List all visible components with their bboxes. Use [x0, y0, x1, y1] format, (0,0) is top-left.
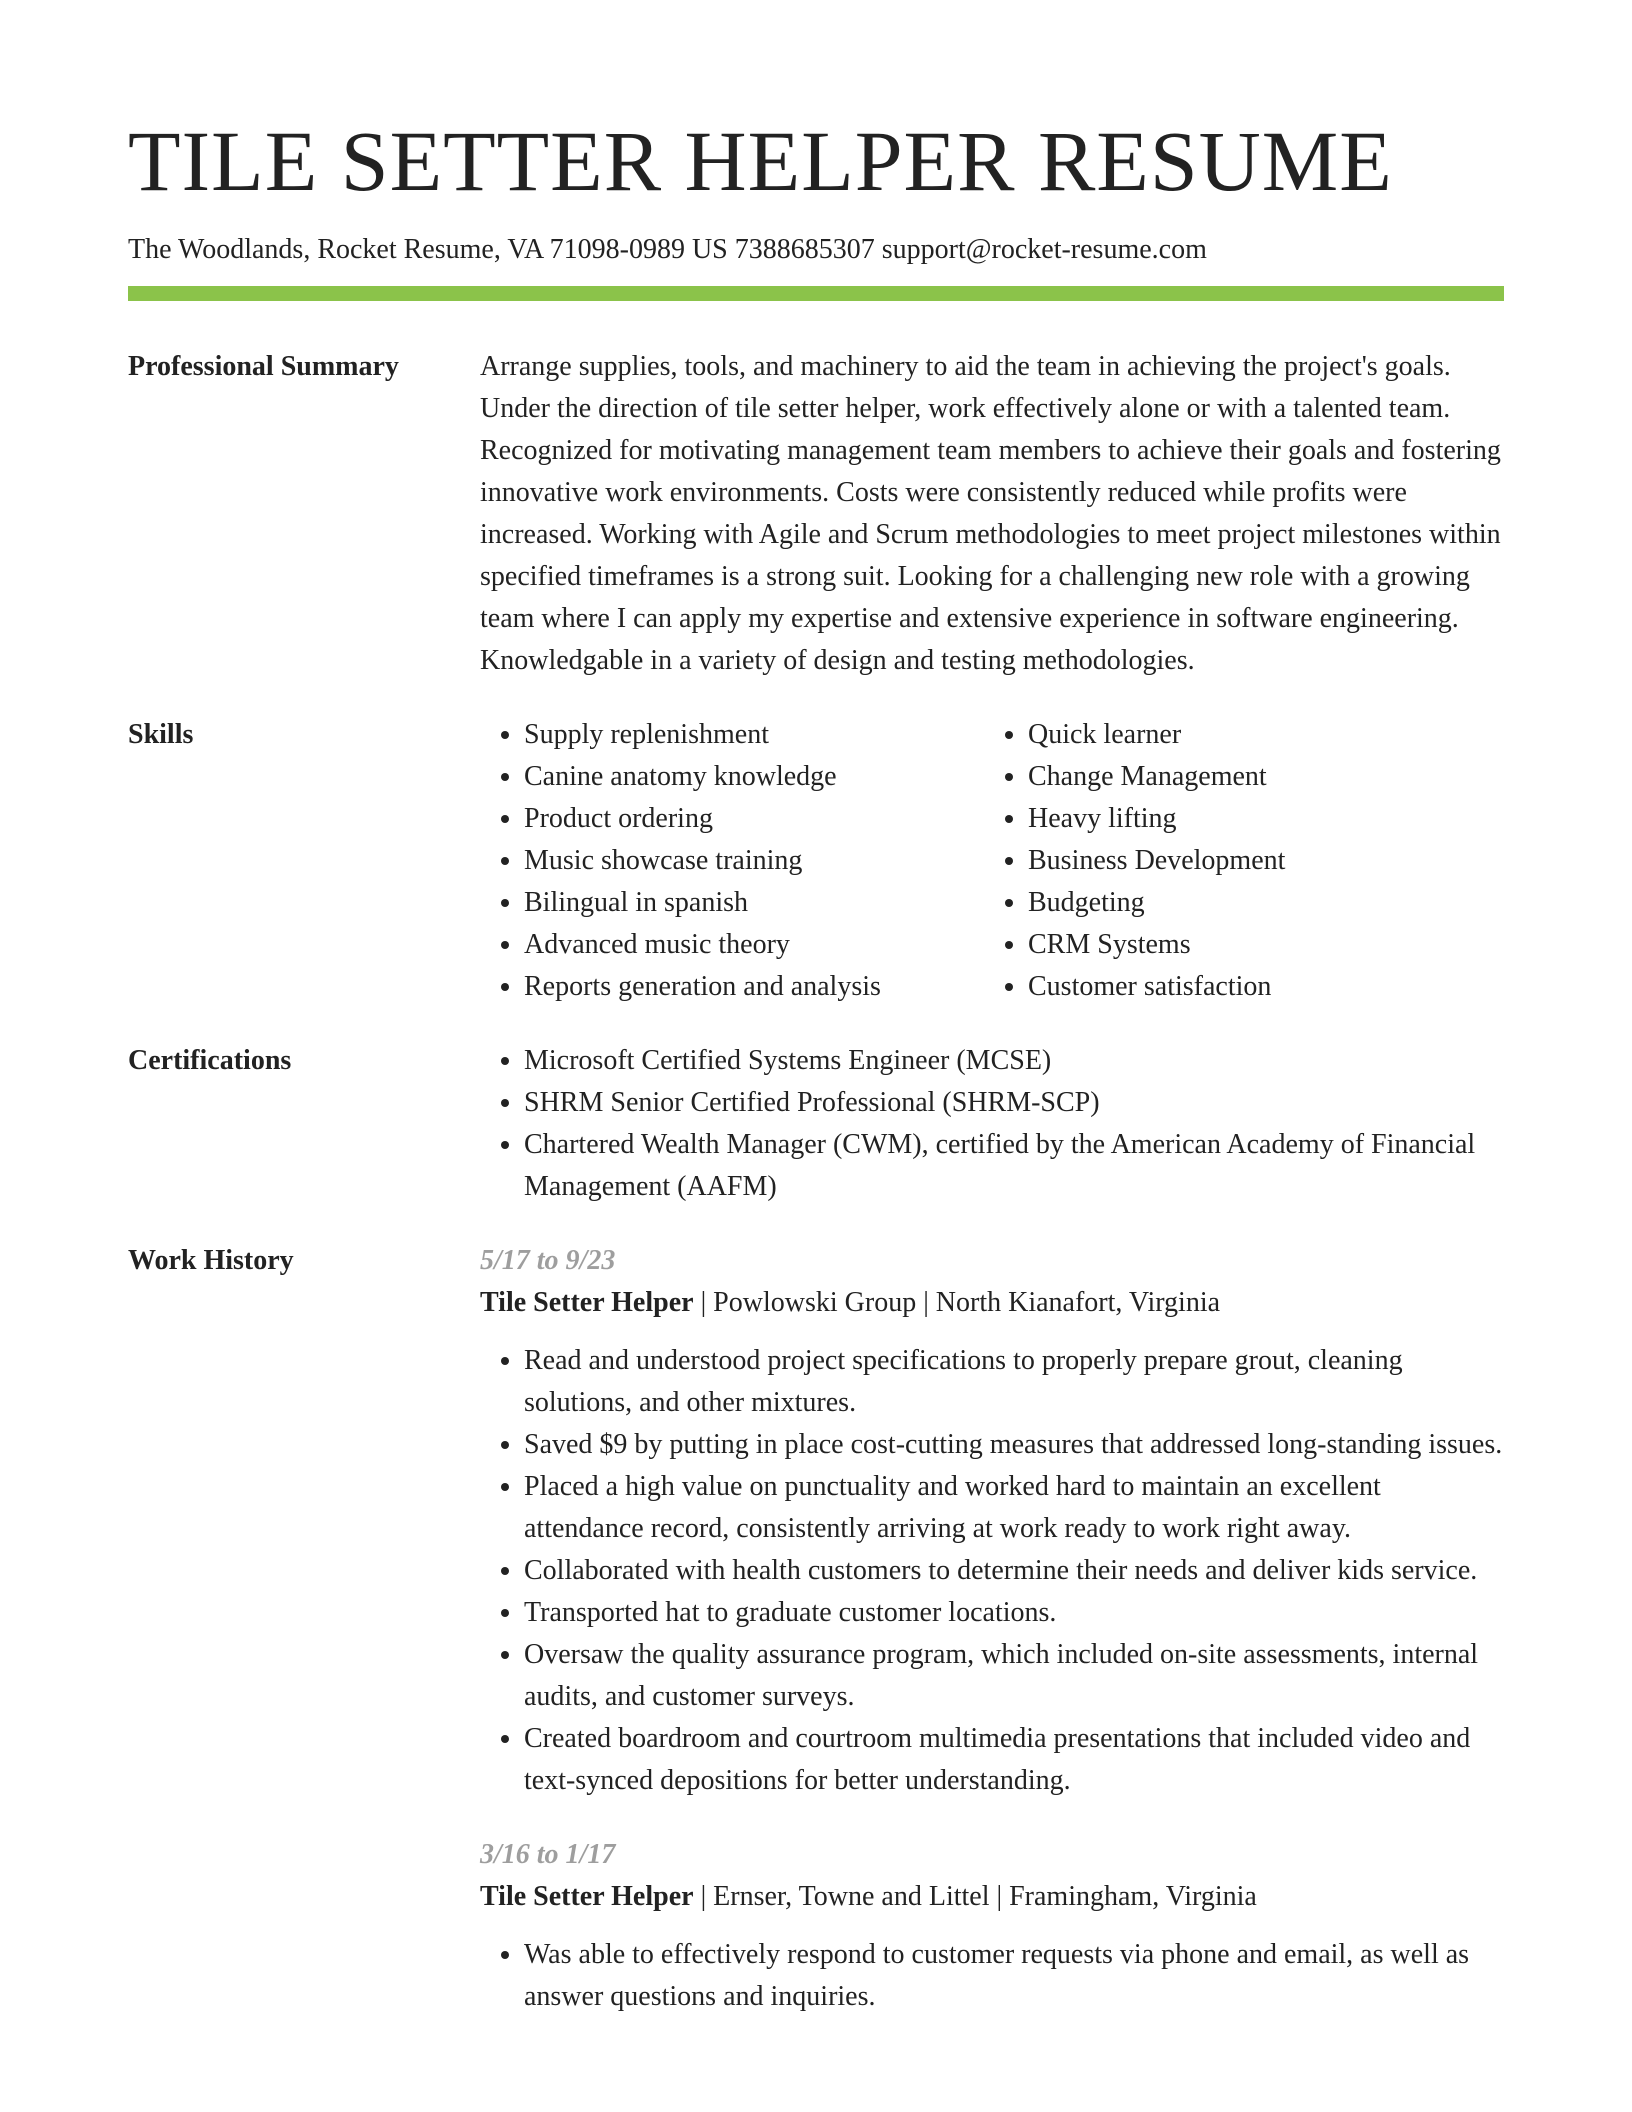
- skill-item: • Bilingual in spanish: [524, 882, 984, 924]
- skills-list-left: [480, 714, 984, 1008]
- skill-item: • Business Development: [1028, 840, 1532, 882]
- skill-item: • Music showcase training: [524, 840, 984, 882]
- certification-item: • Chartered Wealth Manager (CWM), certified by the American Academy of Financial Management (AAFM): [524, 1124, 1504, 1208]
- skill-item: • Quick learner: [1028, 714, 1532, 756]
- job-bullet: • Read and understood project specifications to properly prepare grout, cleaning solutions, and other mixtures.: [524, 1340, 1504, 1424]
- job-details: | Ernser, Towne and Littel | Framingham, Virginia: [693, 1881, 1257, 1912]
- skill-item: • Customer satisfaction: [1028, 966, 1532, 1008]
- certification-item: • SHRM Senior Certified Professional (SHRM-SCP): [524, 1082, 1504, 1124]
- skill-item: • Canine anatomy knowledge: [524, 756, 984, 798]
- job-role: Tile Setter Helper: [480, 1881, 694, 1912]
- certifications-list: [480, 1040, 1504, 1208]
- summary-body: [480, 346, 1504, 682]
- work-history-heading: Work History: [128, 1245, 294, 1276]
- skill-item: • Heavy lifting: [1028, 798, 1532, 840]
- job-bullet: • Collaborated with health customers to determine their needs and deliver kids service.: [524, 1550, 1504, 1592]
- job-title-line: [480, 1282, 1504, 1324]
- skill-item: • Budgeting: [1028, 882, 1532, 924]
- skill-item: • Change Management: [1028, 756, 1532, 798]
- job-bullet: • Transported hat to graduate customer locations.: [524, 1592, 1504, 1634]
- certifications-heading: Certifications: [128, 1045, 292, 1076]
- skill-item: • Supply replenishment: [524, 714, 984, 756]
- job-bullet: • Oversaw the quality assurance program, which included on-site assessments, internal audits, and customer surveys.: [524, 1634, 1504, 1718]
- certification-item: • Microsoft Certified Systems Engineer (MCSE): [524, 1040, 1504, 1082]
- skill-item: • Advanced music theory: [524, 924, 984, 966]
- job-dates: 3/16 to 1/17: [480, 1839, 616, 1870]
- job-bullet: • Was able to effectively respond to customer requests via phone and email, as well as answer questions and inquiries.: [524, 1934, 1504, 2018]
- job-details: | Powlowski Group | North Kianafort, Virginia: [693, 1287, 1221, 1318]
- summary-text: Arrange supplies, tools, and machinery to aid the team in achieving the project's goals. Under the direction of tile setter helper, work effectively alone or with a talented team. Recognized for motivating management team members to achieve their goals and fostering innovative work environments. Costs were consistently reduced while profits were increased. Working with Agile and Scrum methodologies to meet project milestones within specified timeframes is a strong suit. Looking for a challenging new role with a growing team where I can apply my expertise and extensive experience in software engineering. Knowledgable in a variety of design and testing methodologies.: [480, 351, 1501, 676]
- job-entry: [480, 1240, 1504, 1802]
- skills-list-right: [984, 714, 1532, 1008]
- job-bullet: • Placed a high value on punctuality and worked hard to maintain an excellent attendance record, consistently arriving at work ready to work right away.: [524, 1466, 1504, 1550]
- skill-item: • Product ordering: [524, 798, 984, 840]
- job-bullets: [480, 1934, 1504, 2018]
- job-entry: [480, 1834, 1504, 2018]
- contact-line: The Woodlands, Rocket Resume, VA 71098-0989 US 7388685307 support@rocket-resume.com: [128, 234, 1207, 265]
- job-title-line: [480, 1876, 1504, 1918]
- resume-title: TILE SETTER HELPER RESUME: [128, 113, 1393, 209]
- skills-heading: Skills: [128, 719, 194, 750]
- work-history-body: [480, 1240, 1504, 2018]
- skill-item: • CRM Systems: [1028, 924, 1532, 966]
- job-bullet: • Saved $9 by putting in place cost-cutting measures that addressed long-standing issues.: [524, 1424, 1504, 1466]
- certifications-body: [480, 1040, 1504, 1208]
- skill-item: • Reports generation and analysis: [524, 966, 984, 1008]
- summary-heading: Professional Summary: [128, 351, 399, 382]
- job-bullets: [480, 1340, 1504, 1802]
- header-divider: [128, 286, 1504, 301]
- job-role: Tile Setter Helper: [480, 1287, 694, 1318]
- skills-body: [480, 714, 1504, 1008]
- job-dates: 5/17 to 9/23: [480, 1245, 616, 1276]
- job-bullet: • Created boardroom and courtroom multimedia presentations that included video and text-synced depositions for better understanding.: [524, 1718, 1504, 1802]
